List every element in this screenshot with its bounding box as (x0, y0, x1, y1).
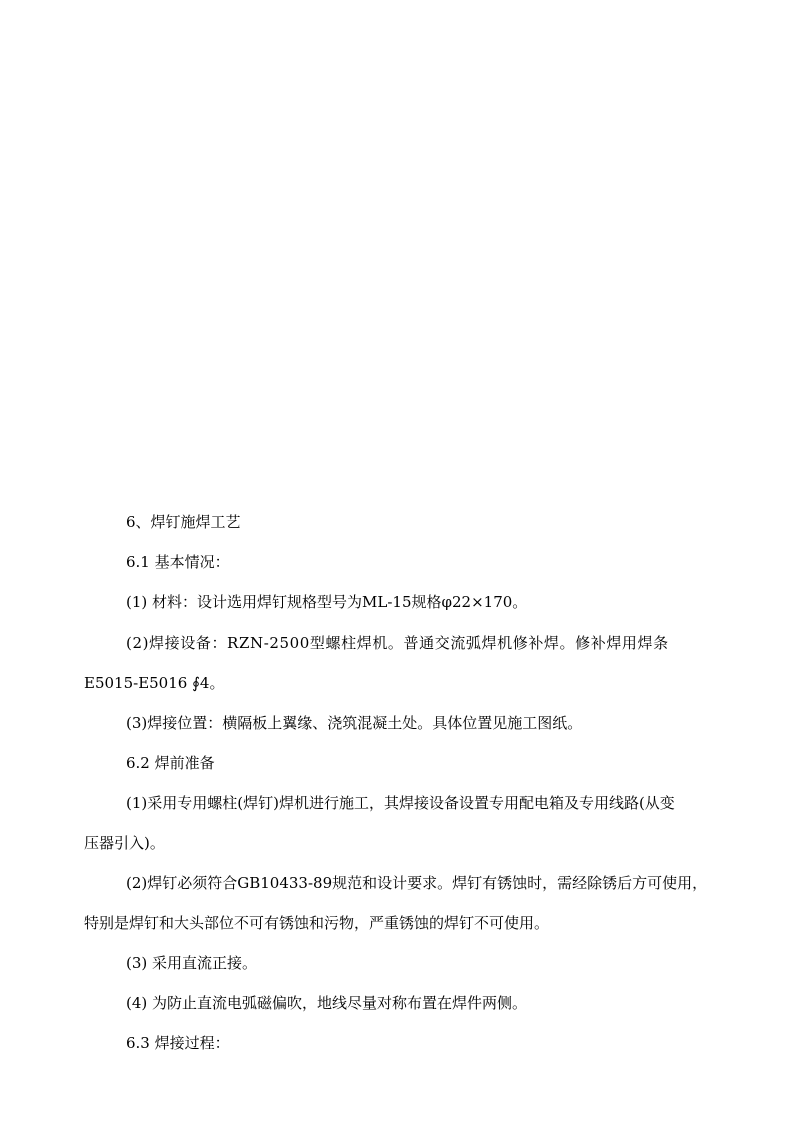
section-heading-6: 6、焊钉施焊工艺 (126, 513, 241, 531)
paragraph-equipment-cont: E5015-E5016 ∮4。 (84, 674, 225, 692)
paragraph-dc-connection: (3) 采用直流正接。 (126, 954, 258, 972)
paragraph-arc-blow: (4) 为防止直流电弧磁偏吹，地线尽量对称布置在焊件两侧。 (126, 994, 528, 1012)
paragraph-position: (3)焊接位置：横隔板上翼缘、浇筑混凝土处。具体位置见施工图纸。 (126, 714, 583, 732)
paragraph-stud-requirements-cont: 特别是焊钉和大头部位不可有锈蚀和污物，严重锈蚀的焊钉不可使用。 (84, 914, 550, 932)
subsection-heading-6-3: 6.3 焊接过程： (126, 1034, 230, 1052)
paragraph-stud-requirements: (2)焊钉必须符合GB10433-89规范和设计要求。焊钉有锈蚀时，需经除锈后方可使用， (126, 874, 708, 892)
subsection-heading-6-2: 6.2 焊前准备 (126, 754, 215, 772)
paragraph-machine-cont: 压器引入)。 (84, 834, 165, 852)
paragraph-equipment: (2)焊接设备：RZN-2500型螺柱焊机。普通交流弧焊机修补焊。修补焊用焊条 (126, 634, 669, 652)
subsection-heading-6-1: 6.1 基本情况： (126, 553, 230, 571)
paragraph-machine: (1)采用专用螺柱(焊钉)焊机进行施工，其焊接设备设置专用配电箱及专用线路(从变 (126, 794, 675, 812)
paragraph-material: (1) 材料：设计选用焊钉规格型号为ML-15规格φ22×170。 (126, 593, 528, 611)
